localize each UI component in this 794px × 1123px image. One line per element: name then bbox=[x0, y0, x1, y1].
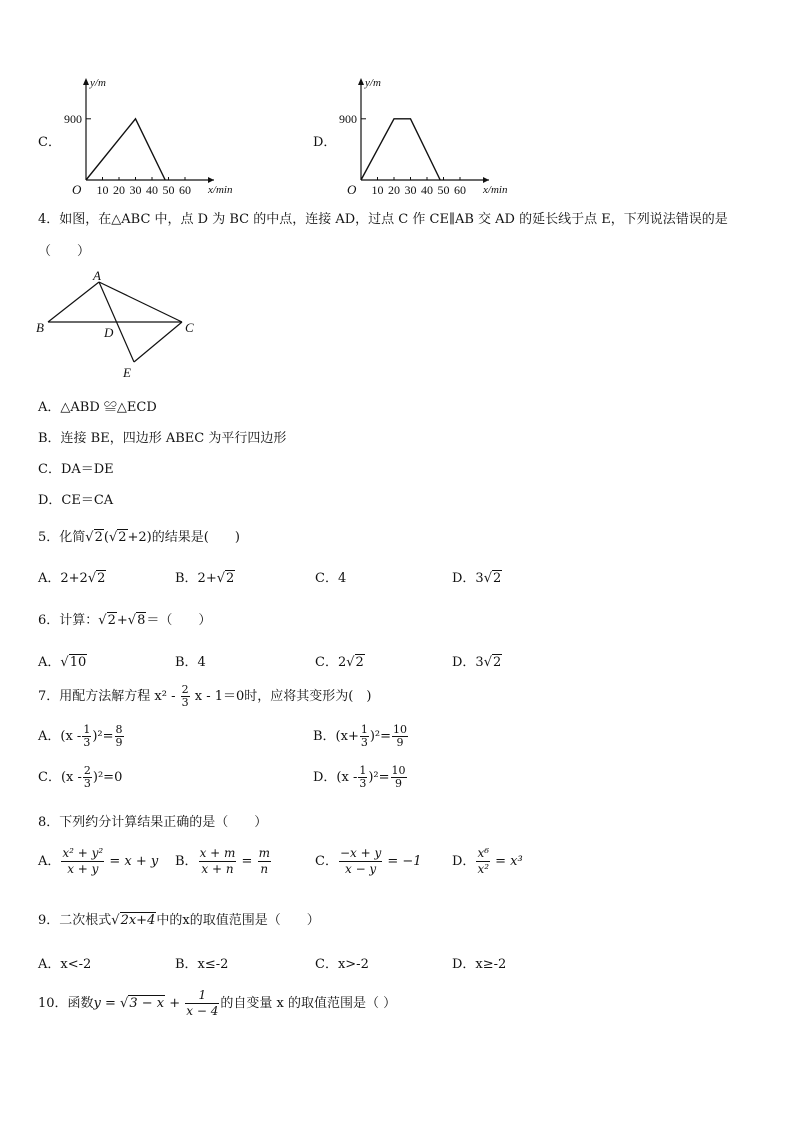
series-line bbox=[361, 119, 440, 180]
point-d-label: D bbox=[104, 325, 114, 340]
q6-c-radicand: 2 bbox=[355, 655, 364, 670]
x-axis-label: x/min bbox=[208, 184, 233, 196]
q6-plus: + bbox=[116, 613, 128, 628]
q5-prefix: 5．化简 bbox=[38, 530, 86, 545]
q3-option-c-label: C． bbox=[38, 135, 61, 150]
y-tick-label: 900 bbox=[339, 111, 357, 126]
q8-stem: 8．下列约分计算结果正确的是（ ） bbox=[38, 815, 268, 830]
q6-c-prefix: C．2 bbox=[315, 655, 347, 670]
q5-option-d: D．3√2 bbox=[452, 571, 502, 586]
q7-prefix: 7．用配方法解方程 x² - bbox=[38, 689, 176, 704]
q6-d-prefix: D．3 bbox=[452, 655, 484, 670]
q6-radicand-2: 8 bbox=[137, 613, 146, 628]
x-tick-label: 10 bbox=[371, 183, 384, 197]
q6-prefix: 6．计算： bbox=[38, 613, 99, 628]
point-b-label: B bbox=[36, 320, 44, 335]
q9-option-c: C．x>-2 bbox=[315, 957, 369, 972]
q3-option-d-graph bbox=[335, 70, 545, 200]
q3-option-d-label: D． bbox=[313, 135, 337, 150]
q6-a-prefix: A． bbox=[38, 655, 61, 670]
q8-option-a: A． $\frac{\text{x² + y²}}{x + y}$ = x + y bbox=[38, 846, 159, 876]
q4-triangle-figure bbox=[30, 266, 210, 384]
q7-option-c: C．(x - $\frac{2}{3}$ )²=0 bbox=[38, 764, 123, 790]
q5-option-c: C．4 bbox=[315, 571, 347, 586]
origin-label: O bbox=[72, 182, 82, 197]
y-axis-arrow bbox=[358, 78, 364, 85]
q6-option-a: A．√10 bbox=[38, 655, 87, 670]
q5-a-radicand: 2 bbox=[97, 571, 106, 586]
x-tick-label: 30 bbox=[129, 183, 142, 197]
q5-d-radicand: 2 bbox=[493, 571, 502, 586]
x-tick-label: 50 bbox=[162, 183, 175, 197]
x-tick-label: 60 bbox=[454, 183, 466, 197]
segment-ab bbox=[48, 282, 99, 322]
q10-stem: 10．函数y = √3 − x + $\frac{1}{x - 4}$ 的自变量 x 的取值范围是（ ） bbox=[38, 988, 397, 1018]
q4-option-c: C．DA＝DE bbox=[38, 462, 114, 477]
q6-option-b: B．4 bbox=[175, 655, 206, 670]
x-tick-label: 20 bbox=[388, 183, 400, 197]
q4-option-a: A．△ABD ≌△ECD bbox=[38, 400, 157, 415]
q8-option-d: D． $\frac{\text{x⁶}}{\text{x²}}$ = x³ bbox=[452, 846, 523, 876]
y-tick-label: 900 bbox=[64, 111, 82, 126]
q7-option-b: B．(x+ $\frac{1}{3}$ )²= $\frac{10}{9}$ bbox=[313, 723, 408, 749]
q6-tail: ＝（ ） bbox=[146, 613, 212, 628]
q5-b-prefix: B．2+ bbox=[175, 571, 217, 586]
point-c-label: C bbox=[185, 320, 194, 335]
q6-a-radicand: 10 bbox=[69, 655, 87, 670]
q5-a-prefix: A．2+2 bbox=[38, 571, 88, 586]
q4-stem: 4．如图，在△ABC 中，点 D 为 BC 的中点，连接 AD，过点 C 作 CE∥AB 交 AD 的延长线于点 E，下列说法错误的是 bbox=[38, 212, 728, 227]
q7-option-a: A．(x - $\frac{1}{3}$ )²= $\frac{8}{9}$ bbox=[38, 723, 123, 749]
q9-stem: 9．二次根式√2x+4中的x的取值范围是（ ） bbox=[38, 913, 320, 928]
q7-option-d: D．(x - $\frac{1}{3}$ )²= $\frac{10}{9}$ bbox=[313, 764, 406, 790]
x-tick-label: 20 bbox=[113, 183, 125, 197]
q7-stem bbox=[38, 684, 371, 709]
q4-option-d: D．CE＝CA bbox=[38, 493, 114, 508]
q5-b-radicand: 2 bbox=[226, 571, 235, 586]
q9-option-d: D．x≥-2 bbox=[452, 957, 507, 972]
q5-radicand-1: 2 bbox=[94, 530, 103, 545]
q7-tail: x - 1＝0时，应将其变形为( ) bbox=[194, 689, 372, 704]
x-tick-label: 10 bbox=[96, 183, 109, 197]
q9-option-a: A．x<-2 bbox=[38, 957, 92, 972]
q3-option-c-graph bbox=[60, 70, 270, 200]
q8-option-b: B． $\frac{x + m}{x + n}$ = $\frac{m}{n}$ bbox=[175, 846, 270, 876]
x-axis-arrow bbox=[208, 177, 214, 183]
y-axis-label: y/m bbox=[365, 77, 381, 89]
q6-d-radicand: 2 bbox=[493, 655, 502, 670]
q10-radicand: 3 − x bbox=[129, 996, 165, 1011]
q4-option-b: B．连接 BE，四边形 ABEC 为平行四边形 bbox=[38, 431, 287, 446]
q9-option-b: B．x≤-2 bbox=[175, 957, 229, 972]
point-a-label: A bbox=[93, 268, 101, 283]
q6-option-d: D．3√2 bbox=[452, 655, 502, 670]
q5-option-a: A．2+2√2 bbox=[38, 571, 106, 586]
q5-tail: +2)的结果是( ) bbox=[127, 530, 240, 545]
q5-radicand-2: 2 bbox=[118, 530, 127, 545]
q6-radicand-1: 2 bbox=[107, 613, 116, 628]
y-axis-arrow bbox=[83, 78, 89, 85]
q8-option-c: C． $\frac{-x + y}{x - y}$ = −1 bbox=[315, 846, 422, 876]
origin-label: O bbox=[347, 182, 357, 197]
x-tick-label: 40 bbox=[421, 183, 433, 197]
x-tick-label: 30 bbox=[404, 183, 417, 197]
q5-open: ( bbox=[103, 530, 109, 545]
y-axis-label: y/m bbox=[90, 77, 106, 89]
x-axis-label: x/min bbox=[483, 184, 508, 196]
segment-ac bbox=[99, 282, 182, 322]
x-axis-arrow bbox=[483, 177, 489, 183]
x-tick-label: 40 bbox=[146, 183, 158, 197]
q5-option-b: B．2+√2 bbox=[175, 571, 235, 586]
q4-paren: （ ） bbox=[38, 244, 91, 259]
q6-option-c: C．2√2 bbox=[315, 655, 364, 670]
series-line bbox=[86, 119, 165, 180]
segment-ce bbox=[134, 322, 182, 362]
q5-d-prefix: D．3 bbox=[452, 571, 484, 586]
q6-stem: 6．计算：√2+√8＝（ ） bbox=[38, 613, 212, 628]
q7-fraction: $\frac{2}{3}$ bbox=[181, 683, 189, 709]
q5-stem: 5．化简√2(√2+2)的结果是( ) bbox=[38, 530, 240, 545]
x-tick-label: 60 bbox=[179, 183, 191, 197]
x-tick-label: 50 bbox=[437, 183, 450, 197]
point-e-label: E bbox=[123, 365, 131, 380]
q9-radicand: 2x+4 bbox=[120, 913, 156, 928]
